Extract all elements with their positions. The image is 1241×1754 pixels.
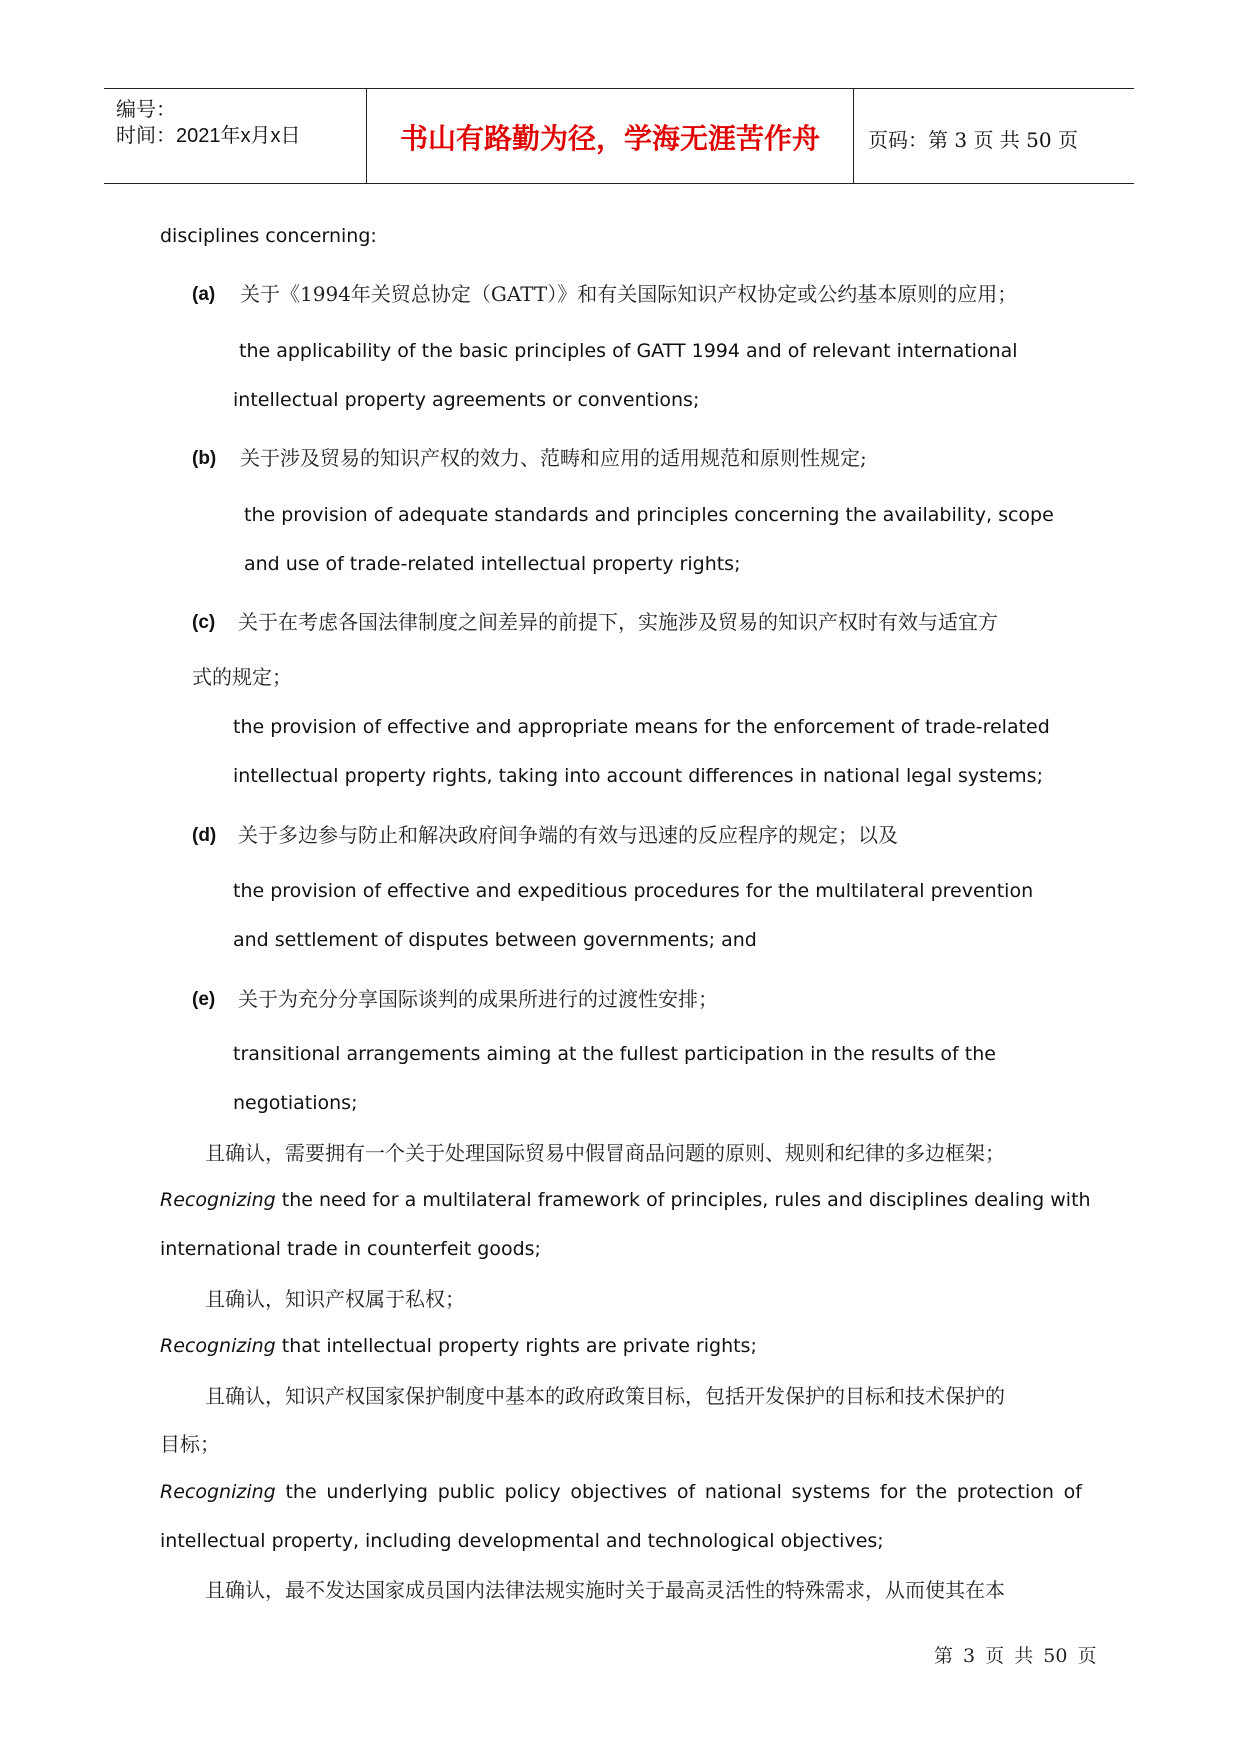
recital-1-english-text: the need for a multilateral framework of principles, rules and disciplines dealing with xyxy=(281,1189,1091,1211)
item-a-english-line-1: the applicability of the basic principles of GATT 1994 and of relevant international xyxy=(239,340,1018,362)
item-a-chinese: 关于《1994年关贸总协定（GATT）》和有关国际知识产权协定或公约基本原则的应用； xyxy=(240,282,1018,306)
item-d-english-line-1: the provision of effective and expeditious procedures for the multilateral prevention xyxy=(233,880,1034,902)
recital-2-chinese: 且确认，知识产权属于私权； xyxy=(205,1287,465,1311)
item-c-english-line-1: the provision of effective and appropriate means for the enforcement of trade-related xyxy=(233,716,1050,738)
item-b-chinese: 关于涉及贸易的知识产权的效力、范畴和应用的适用规范和原则性规定; xyxy=(240,446,867,470)
recital-1-english-line-1 xyxy=(160,1188,1091,1212)
recital-3-english-line-2: intellectual property, including developmental and technological objectives; xyxy=(160,1530,884,1552)
recital-4-chinese-line-1: 且确认，最不发达国家成员国内法律法规实施时关于最高灵活性的特殊需求，从而使其在本 xyxy=(205,1578,1005,1602)
recital-3-lead: Recognizing xyxy=(160,1481,276,1503)
recital-3-english-text: the underlying public policy objectives of national systems for the protection of xyxy=(285,1481,1083,1503)
recital-2-english-text: that intellectual property rights are private rights; xyxy=(281,1335,757,1357)
page-header xyxy=(104,88,1134,184)
item-marker-a: (a) xyxy=(192,284,216,305)
item-c-chinese-line-1: 关于在考虑各国法律制度之间差异的前提下，实施涉及贸易的知识产权时有效与适宜方 xyxy=(238,610,998,634)
recital-2-english-line-1 xyxy=(160,1334,757,1358)
recital-2-lead: Recognizing xyxy=(160,1335,276,1357)
item-e-chinese: 关于为充分分享国际谈判的成果所进行的过渡性安排； xyxy=(238,987,718,1011)
item-e-english-line-1: transitional arrangements aiming at the fullest participation in the results of the xyxy=(233,1043,996,1065)
document-time-label: 时间：2021年x月x日 xyxy=(116,125,301,147)
item-d-english-line-2: and settlement of disputes between governments; and xyxy=(233,929,757,951)
header-info-cell xyxy=(104,89,367,183)
item-e-english-line-2: negotiations; xyxy=(233,1092,358,1114)
recital-1-english-line-2: international trade in counterfeit goods; xyxy=(160,1238,541,1260)
intro-text: disciplines concerning: xyxy=(160,225,377,247)
motto-text: 书山有路勤为径，学海无涯苦作舟 xyxy=(399,122,820,155)
item-a-english-line-2: intellectual property agreements or conventions; xyxy=(233,389,700,411)
header-motto-cell xyxy=(367,89,854,183)
item-b-english-line-2: and use of trade-related intellectual property rights; xyxy=(244,553,741,575)
item-c-english-line-2: intellectual property rights, taking into account differences in national legal systems; xyxy=(233,765,1043,787)
item-b-english-line-1: the provision of adequate standards and principles concerning the availability, scope xyxy=(244,504,1054,526)
item-marker-b: (b) xyxy=(192,448,217,469)
recital-1-lead: Recognizing xyxy=(160,1189,276,1211)
item-marker-e: (e) xyxy=(192,989,216,1010)
header-page-cell xyxy=(854,89,1134,183)
item-c-chinese-line-2: 式的规定； xyxy=(192,665,292,689)
item-marker-d: (d) xyxy=(192,825,217,846)
header-page-number: 页码：第 3 页 共 50 页 xyxy=(868,128,1078,152)
item-marker-c: (c) xyxy=(192,612,216,633)
recital-1-chinese: 且确认，需要拥有一个关于处理国际贸易中假冒商品问题的原则、规则和纪律的多边框架； xyxy=(205,1141,1005,1165)
recital-3-english-line-1 xyxy=(160,1480,1082,1504)
document-number-label: 编号： xyxy=(116,99,176,121)
item-d-chinese: 关于多边参与防止和解决政府间争端的有效与迅速的反应程序的规定；以及 xyxy=(238,823,898,847)
recital-3-chinese-line-2: 目标； xyxy=(160,1432,220,1456)
footer-page-number: 第 3 页 共 50 页 xyxy=(934,1645,1097,1667)
recital-3-chinese-line-1: 且确认，知识产权国家保护制度中基本的政府政策目标，包括开发保护的目标和技术保护的 xyxy=(205,1384,1005,1408)
